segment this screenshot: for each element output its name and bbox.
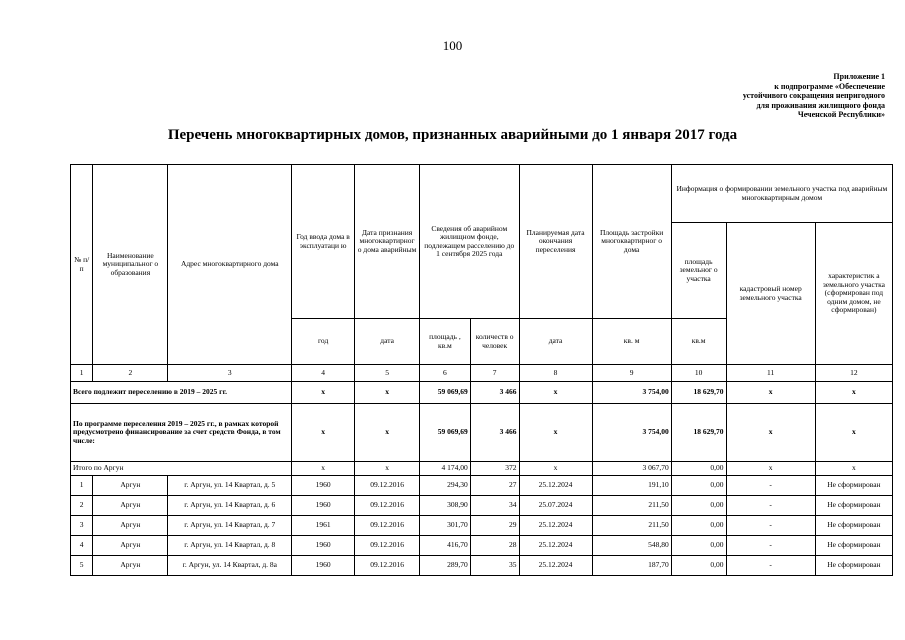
row-num: 4 bbox=[71, 536, 93, 556]
program-date: х bbox=[355, 404, 420, 462]
row-year: 1961 bbox=[292, 516, 355, 536]
argun-year: х bbox=[292, 462, 355, 476]
row-address: г. Аргун, ул. 14 Квартал, д. 5 bbox=[168, 476, 292, 496]
program-building-area: 3 754,00 bbox=[592, 404, 671, 462]
argun-total-row bbox=[71, 462, 893, 476]
table-row bbox=[71, 516, 893, 536]
row-people: 35 bbox=[470, 556, 519, 576]
argun-people: 372 bbox=[470, 462, 519, 476]
row-people: 29 bbox=[470, 516, 519, 536]
total-people: 3 466 bbox=[470, 382, 519, 404]
row-land-area: 0,00 bbox=[671, 516, 726, 536]
row-area: 308,90 bbox=[420, 496, 471, 516]
total-land-area: 18 629,70 bbox=[671, 382, 726, 404]
header-planned-end: Планируемая дата окончания переселения bbox=[519, 165, 592, 319]
header-municipality: Наименование муниципальног о образования bbox=[93, 165, 168, 365]
appendix-line: устойчивого сокращения непригодного bbox=[742, 91, 885, 100]
appendix-line: Приложение 1 bbox=[833, 72, 885, 81]
row-cadastral: - bbox=[726, 556, 815, 576]
row-land-area: 0,00 bbox=[671, 536, 726, 556]
appendix-line: к подпрограмме «Обеспечение bbox=[774, 81, 885, 91]
row-building-area: 548,80 bbox=[592, 536, 671, 556]
argun-building-area: 3 067,70 bbox=[592, 462, 671, 476]
total-date: х bbox=[355, 382, 420, 404]
row-land-area: 0,00 bbox=[671, 556, 726, 576]
program-planned: х bbox=[519, 404, 592, 462]
unit-year: год bbox=[292, 319, 355, 365]
row-building-area: 211,50 bbox=[592, 496, 671, 516]
row-year: 1960 bbox=[292, 496, 355, 516]
header-address: Адрес многоквартирного дома bbox=[168, 165, 292, 365]
housing-table bbox=[70, 164, 893, 576]
row-cadastral: - bbox=[726, 536, 815, 556]
row-municipality: Аргун bbox=[93, 556, 168, 576]
col-num: 1 bbox=[71, 365, 93, 382]
total-cadastral: х bbox=[726, 382, 815, 404]
unit-sqm: кв. м bbox=[592, 319, 671, 365]
column-number-row bbox=[71, 365, 893, 382]
unit-area: площадь , кв.м bbox=[420, 319, 471, 365]
unit-date2: дата bbox=[519, 319, 592, 365]
row-date: 09.12.2016 bbox=[355, 556, 420, 576]
row-municipality: Аргун bbox=[93, 536, 168, 556]
header-building-area: Площадь застройки многоквартирног о дома bbox=[592, 165, 671, 319]
col-num: 3 bbox=[168, 365, 292, 382]
row-planned: 25.07.2024 bbox=[519, 496, 592, 516]
program-row bbox=[71, 404, 893, 462]
row-land-char: Не сформирован bbox=[815, 516, 892, 536]
total-label: Всего подлежит переселению в 2019 – 2025 гг. bbox=[71, 382, 292, 404]
row-address: г. Аргун, ул. 14 Квартал, д. 7 bbox=[168, 516, 292, 536]
row-land-char: Не сформирован bbox=[815, 556, 892, 576]
col-num: 10 bbox=[671, 365, 726, 382]
argun-land-area: 0,00 bbox=[671, 462, 726, 476]
header-num: № п/п bbox=[71, 165, 93, 365]
row-building-area: 187,70 bbox=[592, 556, 671, 576]
argun-planned: х bbox=[519, 462, 592, 476]
total-building-area: 3 754,00 bbox=[592, 382, 671, 404]
header-land-area: площадь земельног о участка bbox=[671, 223, 726, 319]
col-num: 11 bbox=[726, 365, 815, 382]
row-planned: 25.12.2024 bbox=[519, 516, 592, 536]
col-num: 12 bbox=[815, 365, 892, 382]
table-row bbox=[71, 556, 893, 576]
total-row bbox=[71, 382, 893, 404]
unit-date: дата bbox=[355, 319, 420, 365]
row-cadastral: - bbox=[726, 516, 815, 536]
row-address: г. Аргун, ул. 14 Квартал, д. 6 bbox=[168, 496, 292, 516]
col-num: 7 bbox=[470, 365, 519, 382]
col-num: 9 bbox=[592, 365, 671, 382]
row-num: 5 bbox=[71, 556, 93, 576]
program-year: х bbox=[292, 404, 355, 462]
row-address: г. Аргун, ул. 14 Квартал, д. 8 bbox=[168, 536, 292, 556]
col-num: 6 bbox=[420, 365, 471, 382]
page-number: 100 bbox=[442, 38, 463, 53]
col-num: 4 bbox=[292, 365, 355, 382]
row-land-char: Не сформирован bbox=[815, 496, 892, 516]
document-title: Перечень многоквартирных домов, признанных аварийными до 1 января 2017 года bbox=[167, 127, 738, 143]
program-cadastral: х bbox=[726, 404, 815, 462]
header-emergency-info: Сведения об аварийном жилищном фонде, подлежащем расселению до 1 сентября 2025 года bbox=[420, 165, 519, 319]
row-date: 09.12.2016 bbox=[355, 536, 420, 556]
row-people: 34 bbox=[470, 496, 519, 516]
appendix-note bbox=[743, 72, 885, 120]
header-land-char: характеристик а земельного участка (сформирован под одним домом, не сформирован) bbox=[815, 223, 892, 365]
argun-char: х bbox=[815, 462, 892, 476]
program-area: 59 069,69 bbox=[420, 404, 471, 462]
col-num: 8 bbox=[519, 365, 592, 382]
row-num: 3 bbox=[71, 516, 93, 536]
row-people: 28 bbox=[470, 536, 519, 556]
row-land-area: 0,00 bbox=[671, 496, 726, 516]
program-people: 3 466 bbox=[470, 404, 519, 462]
row-area: 416,70 bbox=[420, 536, 471, 556]
program-char: х bbox=[815, 404, 892, 462]
row-cadastral: - bbox=[726, 476, 815, 496]
program-land-area: 18 629,70 bbox=[671, 404, 726, 462]
header-cadastral: кадастровый номер земельного участка bbox=[726, 223, 815, 365]
total-area: 59 069,69 bbox=[420, 382, 471, 404]
row-year: 1960 bbox=[292, 476, 355, 496]
total-planned: х bbox=[519, 382, 592, 404]
row-date: 09.12.2016 bbox=[355, 496, 420, 516]
row-land-area: 0,00 bbox=[671, 476, 726, 496]
row-year: 1960 bbox=[292, 536, 355, 556]
total-char: х bbox=[815, 382, 892, 404]
row-building-area: 191,10 bbox=[592, 476, 671, 496]
appendix-line: для проживания жилищного фонда bbox=[756, 100, 885, 110]
row-cadastral: - bbox=[726, 496, 815, 516]
argun-label: Итого по Аргун bbox=[71, 462, 292, 476]
total-year: х bbox=[292, 382, 355, 404]
row-date: 09.12.2016 bbox=[355, 516, 420, 536]
row-people: 27 bbox=[470, 476, 519, 496]
row-area: 289,70 bbox=[420, 556, 471, 576]
row-address: г. Аргун, ул. 14 Квартал, д. 8а bbox=[168, 556, 292, 576]
row-land-char: Не сформирован bbox=[815, 536, 892, 556]
header-date-recognition: Дата признания многоквартирног о дома аварийным bbox=[355, 165, 420, 319]
unit-people: количеств о человек bbox=[470, 319, 519, 365]
row-num: 1 bbox=[71, 476, 93, 496]
table-row bbox=[71, 536, 893, 556]
row-municipality: Аргун bbox=[93, 476, 168, 496]
row-year: 1960 bbox=[292, 556, 355, 576]
argun-date: х bbox=[355, 462, 420, 476]
row-planned: 25.12.2024 bbox=[519, 476, 592, 496]
header-year: Год ввода дома в эксплуатаци ю bbox=[292, 165, 355, 319]
row-municipality: Аргун bbox=[93, 496, 168, 516]
unit-sqm2: кв.м bbox=[671, 319, 726, 365]
row-planned: 25.12.2024 bbox=[519, 536, 592, 556]
col-num: 2 bbox=[93, 365, 168, 382]
table-row bbox=[71, 476, 893, 496]
col-num: 5 bbox=[355, 365, 420, 382]
row-building-area: 211,50 bbox=[592, 516, 671, 536]
argun-area: 4 174,00 bbox=[420, 462, 471, 476]
appendix-line: Чеченской Республики» bbox=[797, 110, 885, 119]
program-label: По программе переселения 2019 – 2025 гг., в рамках которой предусмотрено финансирование за счет средств Фонда, в том числе: bbox=[71, 404, 292, 462]
table-row bbox=[71, 496, 893, 516]
row-area: 301,70 bbox=[420, 516, 471, 536]
row-land-char: Не сформирован bbox=[815, 476, 892, 496]
row-planned: 25.12.2024 bbox=[519, 556, 592, 576]
row-area: 294,30 bbox=[420, 476, 471, 496]
argun-cadastral: х bbox=[726, 462, 815, 476]
row-num: 2 bbox=[71, 496, 93, 516]
row-date: 09.12.2016 bbox=[355, 476, 420, 496]
header-land-info: Информация о формировании земельного участка под аварийным многоквартирным домом bbox=[671, 165, 892, 223]
row-municipality: Аргун bbox=[93, 516, 168, 536]
